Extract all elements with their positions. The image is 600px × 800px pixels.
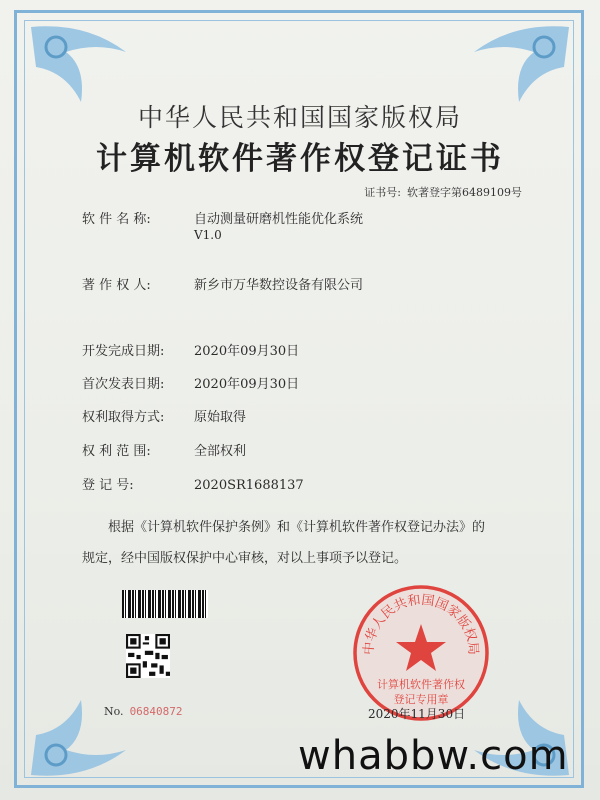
- serial-number: [104, 705, 183, 718]
- field-value: 原始取得: [194, 410, 247, 425]
- statement-line-2: 规定，经中国版权保护中心审核，对以上事项予以登记。: [82, 551, 408, 566]
- certificate-title: 计算机软件著作权登记证书: [96, 141, 504, 177]
- serial-label: No.: [104, 705, 124, 718]
- issuer-title: 中华人民共和国国家版权局: [137, 103, 462, 132]
- field-value: 2020年09月30日: [194, 377, 300, 392]
- field-value: 2020年09月30日: [194, 344, 300, 359]
- seal-ring-text: 中华人民共和国国家版权局: [361, 592, 481, 656]
- field-label: 登 记 号:: [82, 478, 134, 493]
- seal-line-1: 计算机软件著作权: [377, 678, 465, 691]
- field-publish-date: [82, 373, 299, 392]
- field-value: 新乡市万华数控设备有限公司: [194, 278, 364, 293]
- field-label: 开发完成日期:: [82, 344, 165, 359]
- field-acquisition-method: [82, 406, 246, 425]
- corner-ornament-bottom-left: [26, 690, 136, 780]
- seal-line-2: 登记专用章: [393, 693, 449, 706]
- field-rights-scope: [82, 440, 246, 459]
- certificate-number: [364, 184, 522, 200]
- software-version: V1.0: [194, 228, 222, 242]
- issue-date: 2020年11月30日: [368, 707, 466, 721]
- field-label: 软 件 名 称:: [82, 212, 151, 227]
- certificate-number-value: 软著登字第6489109号: [407, 186, 522, 199]
- field-label: 著 作 权 人:: [82, 278, 151, 293]
- official-seal: [350, 582, 492, 724]
- field-value: 全部权利: [194, 444, 247, 459]
- field-completion-date: [82, 340, 299, 359]
- serial-value: 06840872: [129, 705, 183, 718]
- field-label: 权 利 范 围:: [82, 444, 151, 459]
- watermark: whabbw.com: [298, 733, 569, 779]
- field-value: 自动测量研磨机性能优化系统: [194, 212, 364, 227]
- field-label: 首次发表日期:: [82, 377, 165, 392]
- barcode: [122, 590, 208, 618]
- field-label: 权利取得方式:: [82, 410, 165, 425]
- field-software-name: [82, 208, 363, 227]
- certificate-number-label: 证书号:: [364, 186, 401, 199]
- field-registration-number: [82, 474, 304, 493]
- qr-code: [126, 634, 170, 678]
- field-value: 2020SR1688137: [194, 478, 304, 493]
- field-copyright-owner: [82, 274, 363, 293]
- statement-line-1: 根据《计算机软件保护条例》和《计算机软件著作权登记办法》的: [108, 520, 486, 535]
